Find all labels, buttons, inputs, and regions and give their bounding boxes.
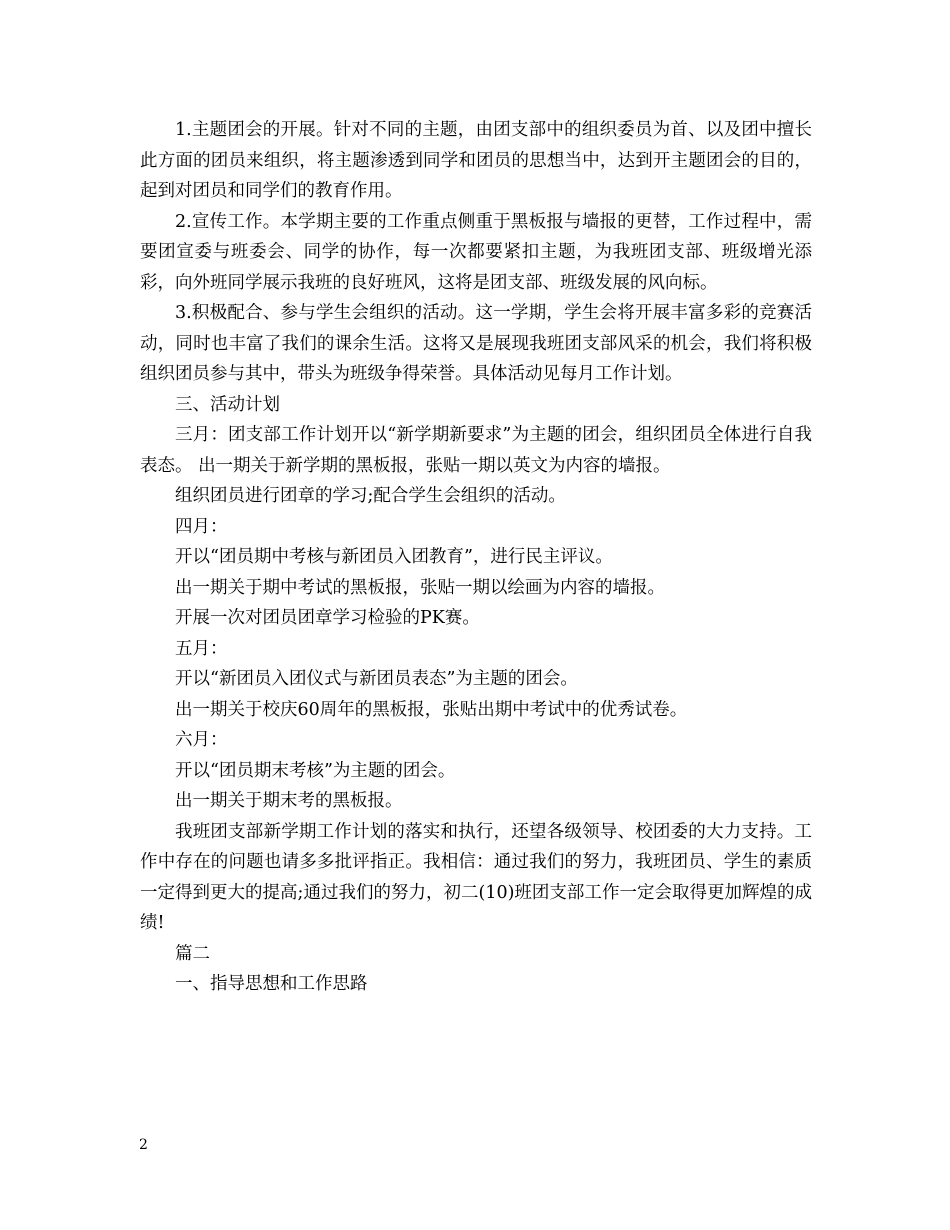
- paragraph-march-study: 组织团员进行团章的学习;配合学生会组织的活动。: [175, 486, 566, 506]
- document-body: [140, 115, 812, 1000]
- paragraph-april-evaluation: 开以“团员期中考核与新团员入团教育”，进行民主评议。: [175, 547, 613, 567]
- paragraph-june-assessment: 开以“团员期末考核”为主题的团会。: [175, 760, 456, 781]
- month-heading-may: 五月：: [175, 638, 228, 659]
- paragraph-june-blackboard: 出一期关于期末考的黑板报。: [175, 791, 403, 811]
- month-heading-april: 四月：: [175, 516, 228, 537]
- paragraph-theme-meetings: 1.主题团会的开展。针对不同的主题，由团支部中的组织委员为首、以及团中擅长此方面的团员来组织，将主题渗透到同学和团员的思想当中，达到开主题团会的目的，起到对团员和同学们的教育作用。: [140, 120, 812, 201]
- paragraph-may-ceremony: 开以“新团员入团仪式与新团员表态”为主题的团会。: [175, 669, 578, 689]
- paragraph-march-plan: 三月：团支部工作计划开以“新学期新要求”为主题的团会，组织团员全体进行自我表态。 出一期关于新学期的黑板报，张贴一期以英文为内容的墙报。: [140, 425, 812, 476]
- paragraph-conclusion: 我班团支部新学期工作计划的落实和执行，还望各级领导、校团委的大力支持。工作中存在的问题也请多多批评指正。我相信：通过我们的努力，我班团员、学生的素质一定得到更大的提高;通过我们的努力，初二(10)班团支部工作一定会取得更加辉煌的成绩!: [140, 821, 812, 933]
- paragraph-april-blackboard: 出一期关于期中考试的黑板报，张贴一期以绘画为内容的墙报。: [175, 577, 665, 598]
- paragraph-april-pk: 开展一次对团员团章学习检验的PK赛。: [175, 608, 480, 628]
- paragraph-publicity-work: 2.宣传工作。本学期主要的工作重点侧重于黑板报与墙报的更替，工作过程中，需要团宣委与班委会、同学的协作，每一次都要紧扣主题，为我班团支部、班级增光添彩，向外班同学展示我班的良好班风，这将是团支部、班级发展的风向标。: [140, 211, 812, 293]
- section-heading-guiding-ideology: 一、指导思想和工作思路: [175, 974, 368, 994]
- section-heading-activity-plan: 三、活动计划: [175, 394, 280, 415]
- month-heading-june: 六月：: [175, 730, 228, 750]
- paragraph-may-blackboard: 出一期关于校庆60周年的黑板报，张贴出期中考试中的优秀试卷。: [175, 699, 688, 720]
- page-number: 2: [139, 1137, 148, 1153]
- paragraph-student-union-activities: 3.积极配合、参与学生会组织的活动。这一学期，学生会将开展丰富多彩的竞赛活动，同时也丰富了我们的课余生活。这将又是展现我班团支部风采的机会，我们将积极组织团员参与其中，带头为班级争得荣誉。具体活动见每月工作计划。: [140, 303, 812, 384]
- part-heading-2: 篇二: [175, 943, 210, 964]
